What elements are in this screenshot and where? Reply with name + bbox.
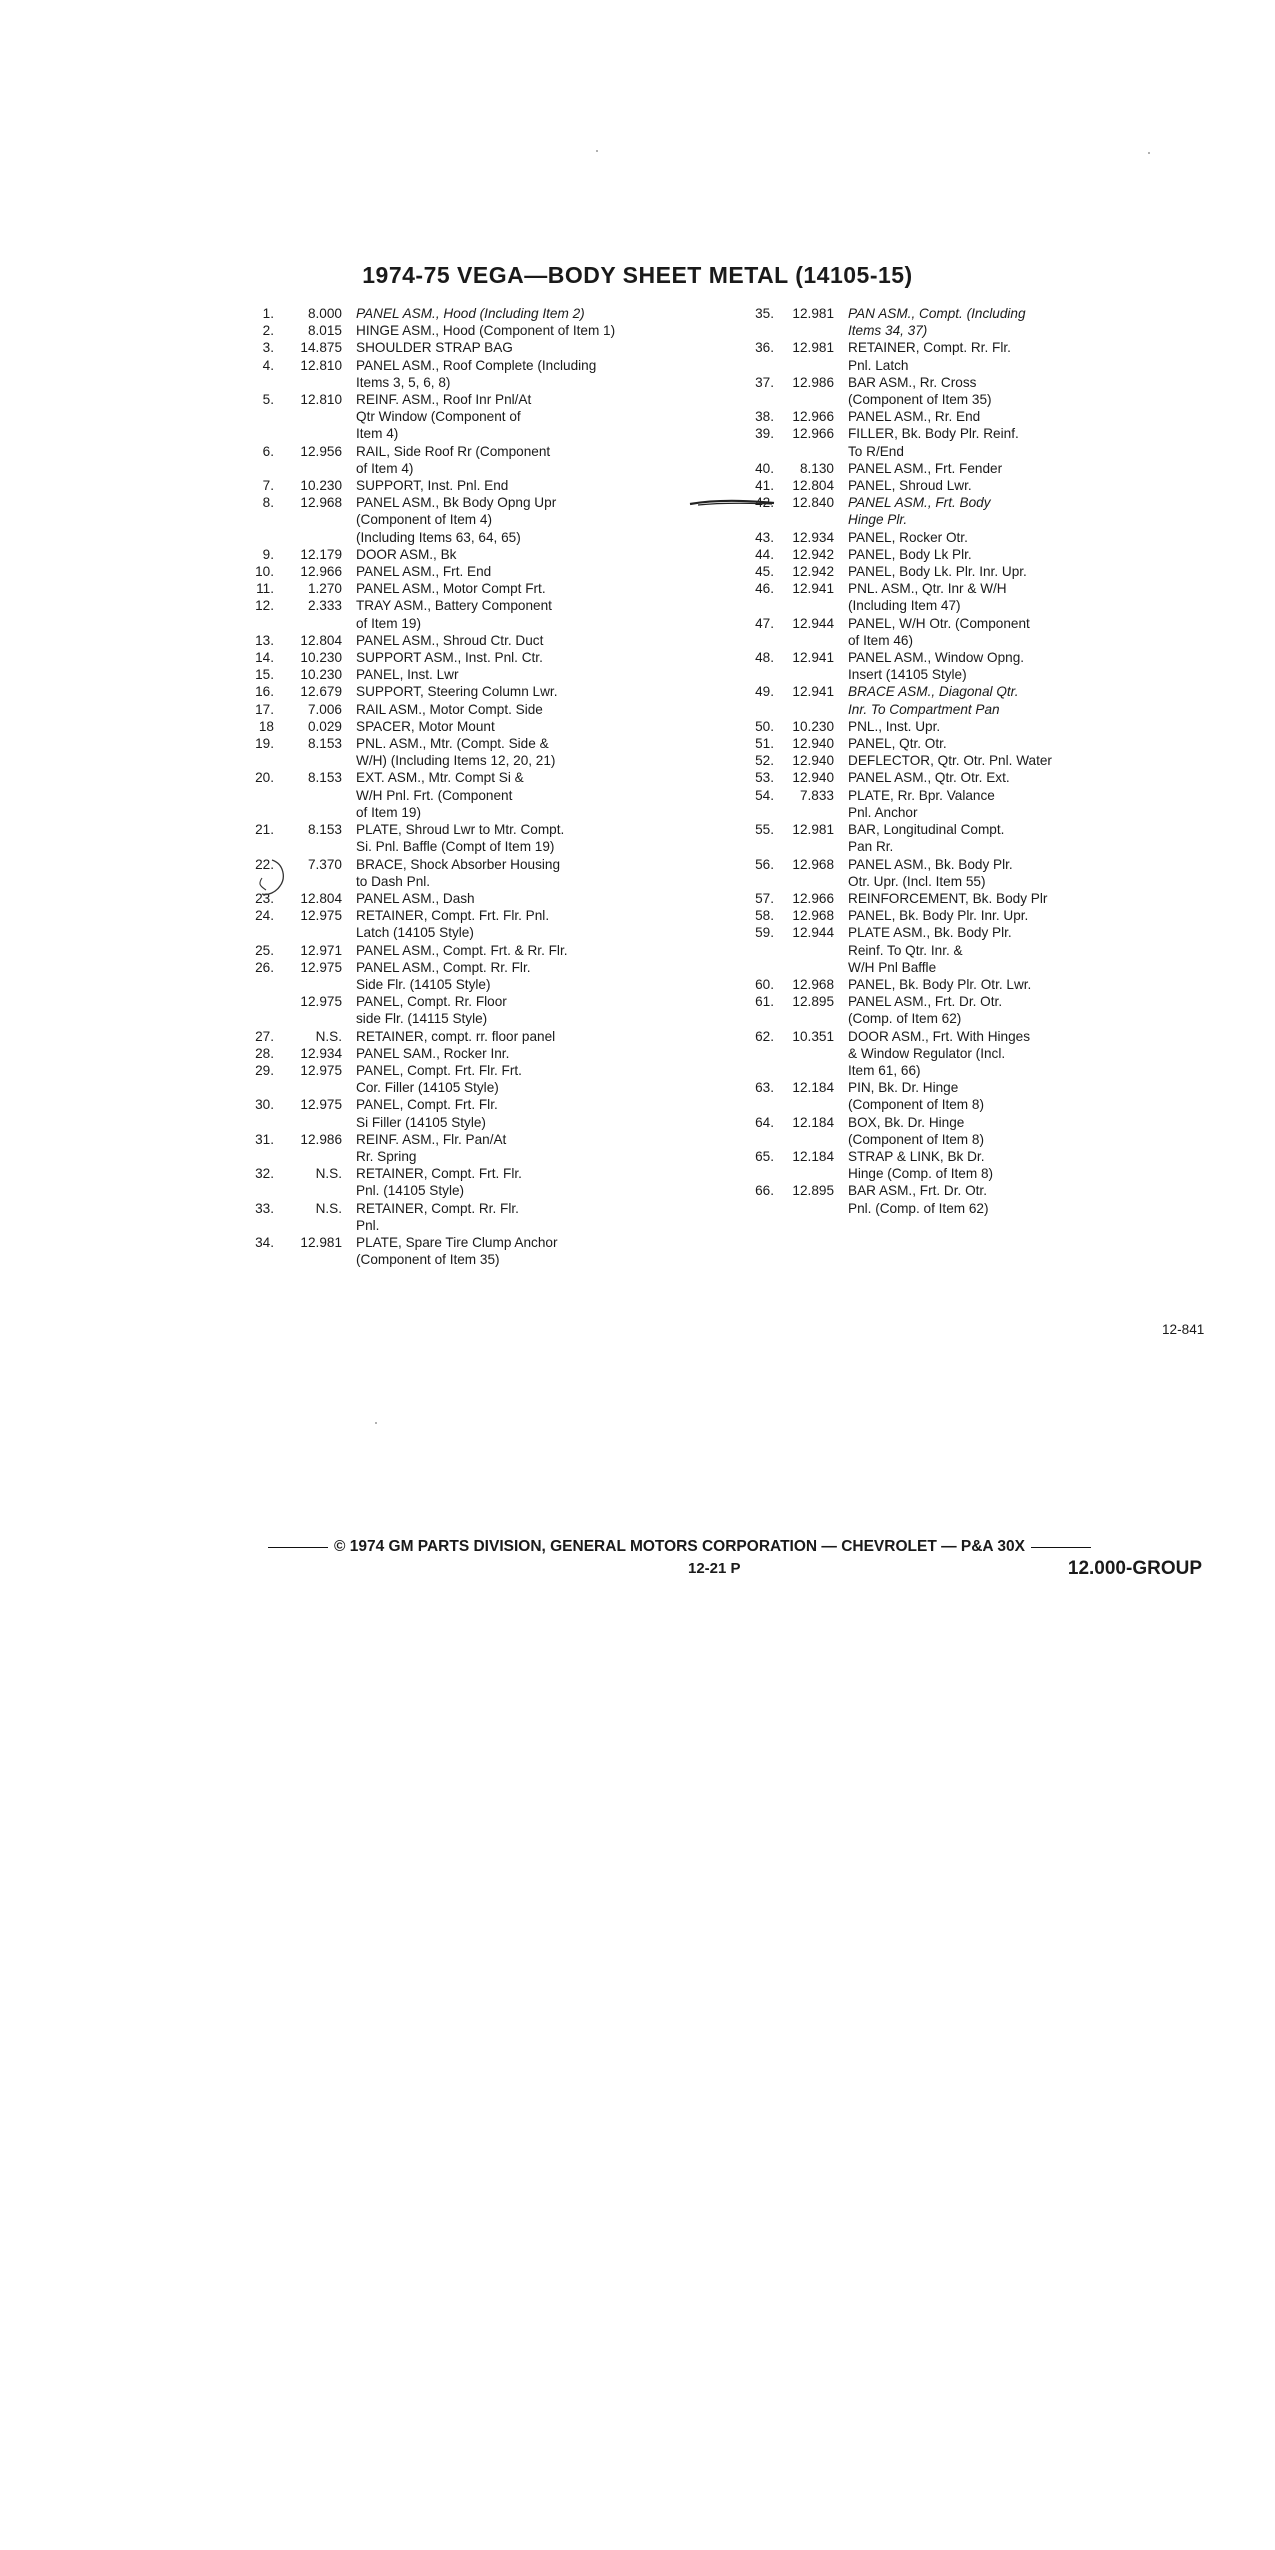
group-number: 12.940: [792, 753, 834, 769]
group-number: 12.971: [300, 942, 342, 958]
parts-list-entry: [740, 907, 1170, 924]
parts-list-entry: [240, 993, 700, 1027]
item-number: 56.: [755, 856, 774, 872]
item-number: 39.: [755, 426, 774, 442]
group-number: 2.333: [307, 598, 342, 614]
part-description: PANEL, Qtr. Otr.: [848, 736, 947, 752]
item-number: 17.: [255, 701, 274, 717]
group-number: 12.184: [792, 1080, 834, 1096]
group-number: 12.975: [300, 994, 342, 1010]
part-description: BRACE, Shock Absorber Housing to Dash Pnl.: [356, 856, 561, 889]
part-description: PANEL ASM., Window Opng. Insert (14105 Style): [848, 650, 1025, 683]
part-description: STRAP & LINK, Bk Dr. Hinge (Comp. of Item 8): [848, 1148, 994, 1182]
parts-list-entry: [740, 529, 1170, 546]
part-description: PNL., Inst. Upr.: [848, 718, 941, 734]
item-number: 47.: [755, 615, 774, 631]
item-number: 63.: [755, 1080, 774, 1096]
group-number: 12.940: [792, 736, 834, 752]
parts-list-entry: [740, 546, 1170, 563]
page-code: 12-21 P: [688, 1560, 741, 1577]
group-number: 12.942: [792, 564, 834, 580]
part-description: PANEL ASM., Rr. End: [848, 409, 981, 425]
item-number: 21.: [255, 822, 274, 838]
part-description: HINGE ASM., Hood (Component of Item 1): [356, 323, 616, 339]
group-number: 7.833: [799, 787, 834, 803]
parts-list-entry: [740, 718, 1170, 735]
part-description: PIN, Bk. Dr. Hinge (Component of Item 8): [848, 1080, 984, 1113]
item-number: 5.: [262, 392, 274, 408]
item-number: 26.: [255, 959, 274, 975]
item-number: 33.: [255, 1200, 274, 1216]
item-number: 9.: [262, 546, 274, 562]
group-number: 12.941: [792, 581, 834, 597]
parts-list-entry: [240, 701, 700, 718]
parts-list-entry: [240, 890, 700, 907]
group-number: 12.895: [792, 1183, 834, 1199]
part-description: PANEL, Compt. Frt. Flr. Frt. Cor. Filler (14105 Style): [356, 1062, 522, 1096]
parts-list-entry: [240, 718, 700, 735]
parts-list-entry: [740, 563, 1170, 580]
item-number: 48.: [755, 650, 774, 666]
group-number: N.S.: [315, 1166, 342, 1182]
parts-list-entry: [240, 856, 700, 890]
part-description: PANEL, Rocker Otr.: [848, 529, 968, 545]
footer-rule-right: [1031, 1547, 1091, 1548]
part-description: PNL. ASM., Mtr. (Compt. Side & W/H) (Including Items 12, 20, 21): [356, 736, 556, 769]
part-description: BAR ASM., Frt. Dr. Otr. Pnl. (Comp. of Item 62): [848, 1183, 989, 1216]
item-number: 49.: [755, 684, 774, 700]
part-description: BAR ASM., Rr. Cross (Component of Item 35): [848, 374, 992, 408]
group-number: 8.015: [307, 323, 342, 339]
item-number: 54.: [755, 787, 774, 803]
parts-list-entry: [240, 1028, 700, 1045]
part-description: PANEL, W/H Otr. (Component of Item 46): [848, 615, 1030, 648]
group-number: 12.810: [300, 392, 342, 408]
part-description: PNL. ASM., Qtr. Inr & W/H (Including Item 47): [848, 581, 1007, 614]
group-code: 12.000-GROUP: [1067, 1558, 1202, 1579]
item-number: 10.: [255, 564, 274, 580]
parts-list-entry: [740, 924, 1170, 976]
item-number: 18: [258, 718, 274, 734]
item-number: 20.: [255, 770, 274, 786]
group-number: 12.975: [300, 959, 342, 975]
group-number: 12.944: [792, 615, 834, 631]
group-number: 12.968: [300, 495, 342, 511]
group-number: 8.000: [307, 306, 342, 321]
part-description: TRAY ASM., Battery Component of Item 19): [356, 598, 552, 631]
part-description: SUPPORT, Inst. Pnl. End: [356, 478, 509, 494]
group-number: 12.975: [300, 1062, 342, 1078]
item-number: 62.: [755, 1028, 774, 1044]
parts-list-entry: [240, 546, 700, 563]
group-number: 12.942: [792, 546, 834, 562]
parts-list-entry: [240, 1045, 700, 1062]
item-number: 32.: [255, 1166, 274, 1182]
group-number: 12.840: [792, 495, 834, 511]
group-number: 12.975: [300, 908, 342, 924]
part-description: PLATE, Rr. Bpr. Valance Pnl. Anchor: [848, 787, 995, 820]
item-number: 19.: [255, 736, 274, 752]
part-description: PANEL, Compt. Rr. Floor side Flr. (14115 Style): [356, 994, 507, 1027]
item-number: 52.: [755, 753, 774, 769]
item-number: 35.: [755, 306, 774, 321]
part-description: PANEL, Body Lk Plr.: [848, 546, 972, 562]
part-description: DOOR ASM., Bk: [356, 546, 457, 562]
parts-list-entry: [240, 391, 700, 443]
item-number: 1.: [262, 306, 274, 321]
part-description: REINF. ASM., Roof Inr Pnl/At Qtr Window (Component of Item 4): [356, 392, 532, 442]
parts-list-entry: [240, 769, 700, 821]
group-number: 12.804: [792, 478, 834, 494]
parts-list-entry: [740, 305, 1170, 339]
part-description: PANEL ASM., Roof Complete (Including Items 3, 5, 6, 8): [356, 357, 597, 390]
parts-list-entry: [240, 959, 700, 993]
parts-list-entry: [240, 942, 700, 959]
part-description: BRACE ASM., Diagonal Qtr. Inr. To Compartment Pan: [848, 684, 1019, 717]
part-description: PAN ASM., Compt. (Including Items 34, 37): [848, 306, 1026, 339]
group-number: 12.975: [300, 1097, 342, 1113]
parts-list-entry: [240, 494, 700, 546]
item-number: 42.: [755, 495, 774, 511]
parts-list-left: [240, 305, 700, 1268]
group-number: 12.179: [300, 546, 342, 562]
item-number: 25.: [255, 942, 274, 958]
item-number: 36.: [755, 340, 774, 356]
group-number: 12.966: [792, 890, 834, 906]
group-number: 12.804: [300, 632, 342, 648]
pen-arrow-mark: [688, 494, 778, 512]
parts-list-entry: [240, 683, 700, 700]
parts-list-entry: [740, 856, 1170, 890]
part-description: PANEL ASM., Qtr. Otr. Ext.: [848, 770, 1010, 786]
item-number: 30.: [255, 1097, 274, 1113]
part-description: DEFLECTOR, Qtr. Otr. Pnl. Water: [848, 753, 1052, 769]
part-description: DOOR ASM., Frt. With Hinges & Window Regulator (Incl. Item 61, 66): [848, 1028, 1031, 1078]
parts-list-entry: [240, 597, 700, 631]
part-description: PANEL, Body Lk. Plr. Inr. Upr.: [848, 564, 1027, 580]
part-description: PLATE, Shroud Lwr to Mtr. Compt. Si. Pnl. Baffle (Compt of Item 19): [356, 822, 565, 855]
part-description: PANEL ASM., Frt. Body Hinge Plr.: [848, 495, 991, 528]
group-number: 12.986: [792, 374, 834, 390]
part-description: PLATE, Spare Tire Clump Anchor (Component of Item 35): [356, 1234, 558, 1268]
group-number: 10.351: [792, 1028, 834, 1044]
parts-list-entry: [240, 357, 700, 391]
item-number: 13.: [255, 632, 274, 648]
parts-list-entry: [240, 322, 700, 339]
group-number: 8.153: [307, 822, 342, 838]
item-number: 2.: [262, 323, 274, 339]
parts-list-entry: [740, 374, 1170, 408]
parts-list-right: [740, 305, 1170, 1217]
footer-rule-left: [268, 1547, 328, 1548]
parts-list-entry: [740, 408, 1170, 425]
part-description: PANEL ASM., Motor Compt Frt.: [356, 581, 546, 597]
part-description: PANEL ASM., Frt. End: [356, 564, 492, 580]
item-number: 12.: [255, 598, 274, 614]
item-number: 37.: [755, 374, 774, 390]
group-number: 12.941: [792, 684, 834, 700]
group-number: 7.370: [307, 856, 342, 872]
group-number: 7.006: [307, 701, 342, 717]
group-number: 12.966: [792, 426, 834, 442]
parts-list-entry: [740, 494, 1170, 528]
parts-list-entry: [740, 1079, 1170, 1113]
item-number: 28.: [255, 1045, 274, 1061]
group-number: 12.968: [792, 908, 834, 924]
part-description: PANEL, Bk. Body Plr. Otr. Lwr.: [848, 976, 1032, 992]
group-number: 12.968: [792, 976, 834, 992]
parts-list-entry: [240, 735, 700, 769]
parts-list-entry: [240, 1234, 700, 1268]
figure-reference: 12-841: [1162, 1322, 1205, 1337]
parts-list-entry: [740, 890, 1170, 907]
part-description: PANEL ASM., Frt. Dr. Otr. (Comp. of Item 62): [848, 994, 1003, 1027]
parts-list-entry: [740, 460, 1170, 477]
item-number: 15.: [255, 667, 274, 683]
item-number: 29.: [255, 1062, 274, 1078]
group-number: 12.679: [300, 684, 342, 700]
item-number: 16.: [255, 684, 274, 700]
part-description: PANEL ASM., Dash: [356, 890, 475, 906]
group-number: 12.966: [792, 409, 834, 425]
parts-list-entry: [740, 425, 1170, 459]
part-description: SUPPORT, Steering Column Lwr.: [356, 684, 558, 700]
group-number: 8.153: [307, 770, 342, 786]
parts-list-entry: [740, 821, 1170, 855]
item-number: 57.: [755, 890, 774, 906]
part-description: REINFORCEMENT, Bk. Body Plr: [848, 890, 1048, 906]
parts-list-entry: [240, 443, 700, 477]
item-number: 46.: [755, 581, 774, 597]
copyright-line: © 1974 GM PARTS DIVISION, GENERAL MOTORS CORPORATION — CHEVROLET — P&A 30X: [334, 1538, 1025, 1555]
parts-list-entry: [240, 1131, 700, 1165]
item-number: 27.: [255, 1028, 274, 1044]
part-description: PANEL ASM., Hood (Including Item 2): [356, 306, 585, 321]
parts-list-entry: [740, 580, 1170, 614]
parts-list-entry: [240, 1165, 700, 1199]
part-description: PANEL, Inst. Lwr: [356, 667, 459, 683]
parts-list-entry: [240, 1200, 700, 1234]
part-description: PANEL ASM., Compt. Frt. & Rr. Flr.: [356, 942, 568, 958]
group-number: 10.230: [300, 667, 342, 683]
group-number: 12.941: [792, 650, 834, 666]
parts-list-entry: [740, 976, 1170, 993]
parts-list-entry: [240, 907, 700, 941]
group-number: 12.981: [792, 306, 834, 321]
part-description: FILLER, Bk. Body Plr. Reinf. To R/End: [848, 426, 1019, 459]
part-description: PANEL ASM., Shroud Ctr. Duct: [356, 632, 544, 648]
group-number: 12.968: [792, 856, 834, 872]
part-description: RAIL ASM., Motor Compt. Side: [356, 701, 543, 717]
part-description: RETAINER, Compt. Rr. Flr. Pnl.: [356, 1200, 519, 1233]
parts-list-entry: [240, 649, 700, 666]
item-number: 61.: [755, 994, 774, 1010]
part-description: PANEL, Bk. Body Plr. Inr. Upr.: [848, 908, 1029, 924]
item-number: 38.: [755, 409, 774, 425]
group-number: 12.981: [792, 340, 834, 356]
group-number: 12.981: [300, 1234, 342, 1250]
group-number: 10.230: [792, 718, 834, 734]
group-number: 12.981: [792, 822, 834, 838]
parts-list-entry: [240, 477, 700, 494]
group-number: 12.804: [300, 890, 342, 906]
speck: [375, 1422, 377, 1424]
part-description: EXT. ASM., Mtr. Compt Si & W/H Pnl. Frt. (Component of Item 19): [356, 770, 524, 820]
part-description: PANEL ASM., Bk. Body Plr. Otr. Upr. (Incl. Item 55): [848, 856, 1013, 889]
group-number: 12.940: [792, 770, 834, 786]
group-number: 8.130: [799, 460, 834, 476]
item-number: 53.: [755, 770, 774, 786]
parts-list-entry: [240, 339, 700, 356]
item-number: 34.: [255, 1234, 274, 1250]
part-description: PANEL, Shroud Lwr.: [848, 478, 972, 494]
parts-list-entry: [240, 580, 700, 597]
group-number: 10.230: [300, 478, 342, 494]
group-number: 12.986: [300, 1131, 342, 1147]
parts-list-entry: [740, 1114, 1170, 1148]
part-description: PLATE ASM., Bk. Body Plr. Reinf. To Qtr. Inr. & W/H Pnl Baffle: [848, 925, 1012, 975]
part-description: BOX, Bk. Dr. Hinge (Component of Item 8): [848, 1114, 984, 1147]
pen-circle-mark: [246, 856, 294, 902]
group-number: N.S.: [315, 1028, 342, 1044]
item-number: 44.: [755, 546, 774, 562]
item-number: 58.: [755, 908, 774, 924]
item-number: 50.: [755, 718, 774, 734]
item-number: 7.: [262, 478, 274, 494]
item-number: 43.: [755, 529, 774, 545]
part-description: SPACER, Motor Mount: [356, 718, 495, 734]
group-number: 8.153: [307, 736, 342, 752]
part-description: REINF. ASM., Flr. Pan/At Rr. Spring: [356, 1131, 507, 1164]
parts-list-entry: [240, 563, 700, 580]
item-number: 31.: [255, 1131, 274, 1147]
item-number: 65.: [755, 1148, 774, 1164]
group-number: 12.956: [300, 443, 342, 459]
parts-list-entry: [740, 993, 1170, 1027]
part-description: BAR, Longitudinal Compt. Pan Rr.: [848, 822, 1005, 855]
group-number: 12.944: [792, 925, 834, 941]
part-description: PANEL ASM., Compt. Rr. Flr. Side Flr. (14105 Style): [356, 959, 531, 992]
part-description: PANEL SAM., Rocker Inr.: [356, 1045, 510, 1061]
group-number: 12.810: [300, 357, 342, 373]
item-number: 64.: [755, 1114, 774, 1130]
group-number: 12.184: [792, 1148, 834, 1164]
item-number: 4.: [262, 357, 274, 373]
item-number: 11.: [256, 581, 274, 597]
speck: [596, 150, 598, 152]
page-title: 1974-75 VEGA—BODY SHEET METAL (14105-15): [362, 262, 913, 288]
parts-list-entry: [740, 339, 1170, 373]
parts-list-entry: [240, 666, 700, 683]
item-number: 22.: [255, 856, 274, 872]
item-number: [240, 993, 274, 1027]
parts-list-entry: [240, 1096, 700, 1130]
part-description: RETAINER, compt. rr. floor panel: [356, 1028, 556, 1044]
part-description: SUPPORT ASM., Inst. Pnl. Ctr.: [356, 650, 543, 666]
group-number: 1.270: [307, 581, 342, 597]
item-number: 41.: [755, 478, 774, 494]
item-number: 60.: [755, 976, 774, 992]
item-number: 45.: [755, 564, 774, 580]
parts-list-entry: [740, 477, 1170, 494]
group-number: 12.934: [300, 1045, 342, 1061]
group-number: 12.895: [792, 994, 834, 1010]
parts-list-entry: [740, 649, 1170, 683]
group-number: 10.230: [300, 650, 342, 666]
group-number: 12.184: [792, 1114, 834, 1130]
item-number: 55.: [755, 822, 774, 838]
item-number: 51.: [755, 736, 774, 752]
parts-list-entry: [740, 615, 1170, 649]
item-number: 3.: [262, 340, 274, 356]
page-footer: [262, 1538, 1202, 1584]
part-description: RETAINER, Compt. Frt. Flr. Pnl. (14105 Style): [356, 1166, 522, 1199]
item-number: 66.: [755, 1183, 774, 1199]
group-number: N.S.: [315, 1200, 342, 1216]
group-number: 12.966: [300, 564, 342, 580]
part-description: PANEL, Compt. Frt. Flr. Si Filler (14105 Style): [356, 1097, 498, 1130]
item-number: 23.: [255, 890, 274, 906]
parts-list-entry: [240, 1062, 700, 1096]
parts-list-entry: [740, 735, 1170, 752]
parts-list-entry: [240, 305, 700, 322]
part-description: RETAINER, Compt. Rr. Flr. Pnl. Latch: [848, 340, 1011, 373]
part-description: PANEL ASM., Frt. Fender: [848, 460, 1003, 476]
parts-list-entry: [740, 1028, 1170, 1080]
parts-list-entry: [740, 1148, 1170, 1182]
item-number: 8.: [262, 495, 274, 511]
group-number: 14.875: [300, 340, 342, 356]
speck: [1148, 152, 1150, 154]
part-description: RETAINER, Compt. Frt. Flr. Pnl. Latch (14105 Style): [356, 908, 550, 941]
part-description: PANEL ASM., Bk Body Opng Upr (Component of Item 4) (Including Items 63, 64, 65): [356, 495, 557, 545]
parts-list-entry: [240, 632, 700, 649]
item-number: 6.: [262, 443, 274, 459]
item-number: 24.: [255, 908, 274, 924]
parts-list-entry: [740, 683, 1170, 717]
part-description: SHOULDER STRAP BAG: [356, 340, 513, 356]
item-number: 14.: [255, 650, 274, 666]
part-description: RAIL, Side Roof Rr (Component of Item 4): [356, 443, 551, 476]
group-number: 0.029: [307, 718, 342, 734]
group-number: 12.934: [792, 529, 834, 545]
parts-list-entry: [740, 752, 1170, 769]
parts-list-entry: [740, 769, 1170, 786]
item-number: 40.: [755, 460, 774, 476]
parts-list-entry: [240, 821, 700, 855]
item-number: 59.: [755, 925, 774, 941]
parts-list-entry: [740, 1182, 1170, 1216]
parts-list-entry: [740, 787, 1170, 821]
